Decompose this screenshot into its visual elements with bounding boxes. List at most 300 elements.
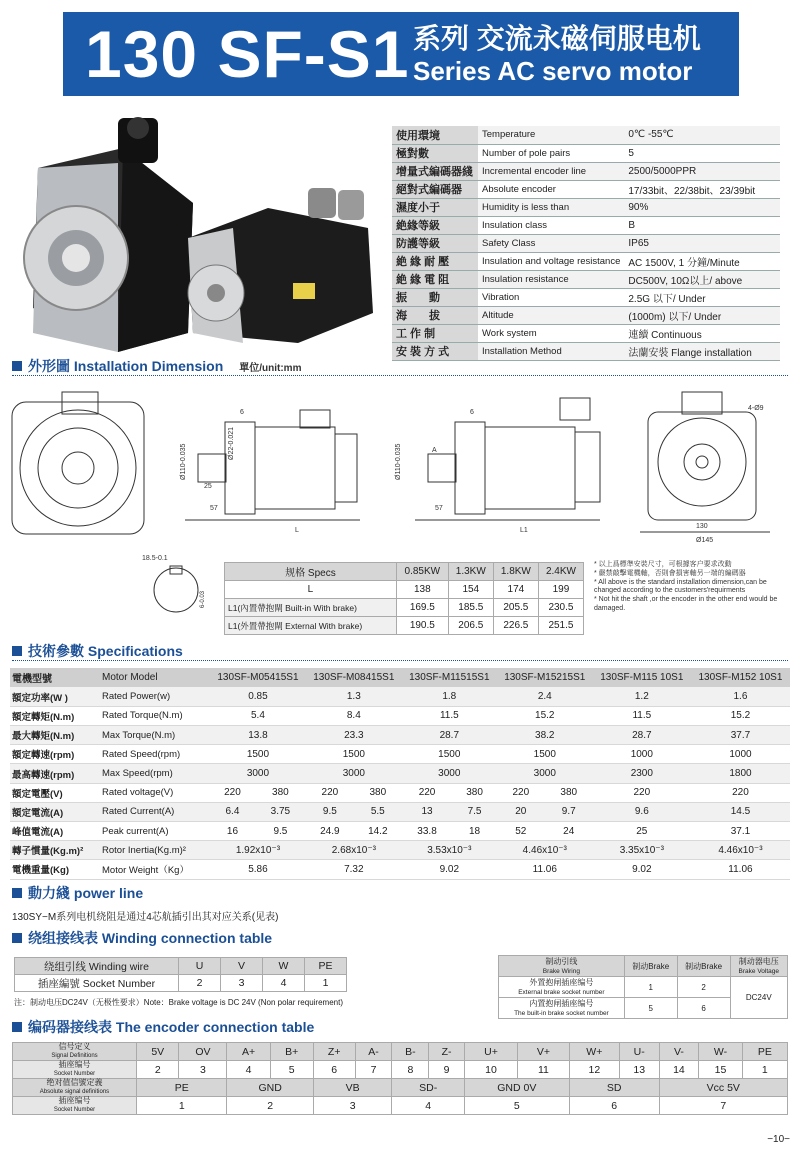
spec-header-cell: 130SF-M152 10S1 — [691, 668, 790, 687]
section-specifications — [12, 641, 183, 661]
dimension-drawings — [0, 382, 800, 552]
note-line: * 嚴禁敲擊電機軸，否則會損害軸另一端的編碼器 — [594, 569, 746, 577]
section-marker — [12, 933, 22, 943]
dim-spec-value: 169.5 — [396, 599, 448, 617]
dim-spec-header-cell: 规格 Specs — [225, 563, 397, 581]
spec-header-cell: 130SF-M11515S1 — [402, 668, 497, 687]
encoder-socket-cell: 14 — [659, 1061, 699, 1079]
characteristic-row — [392, 198, 780, 216]
encoder-abs-signal-cell: GND — [227, 1079, 313, 1097]
characteristic-name-cn: 極對數 — [392, 144, 478, 162]
spec-value: 2300 — [593, 764, 691, 783]
dim-spec-value: 174 — [493, 581, 538, 599]
spec-value: 9.02 — [593, 860, 691, 879]
spec-name-cn: 最高轉速(rpm) — [10, 764, 100, 783]
spec-value: 3000 — [306, 764, 402, 783]
spec-value: 23.3 — [306, 726, 402, 745]
characteristic-value: 2.5G 以下/ Under — [624, 288, 780, 306]
encoder-socket-cell: 8 — [392, 1061, 429, 1079]
winding-socket-cell: 4 — [263, 975, 305, 992]
winding-header-row — [15, 958, 347, 975]
encoder-signal-cell: A- — [355, 1043, 392, 1061]
dim-label-d22: Ø22-0.021 — [228, 426, 235, 460]
section-power-title: 動力綫 power line — [28, 885, 144, 901]
encoder-abs-signal-cell: Vcc 5V — [659, 1079, 787, 1097]
spec-value: 4.46x10⁻³ — [691, 841, 790, 860]
section-encoder-title: 编码器接线表 The encoder connection table — [28, 1019, 315, 1035]
brake-header-2: 制动Brake — [677, 956, 730, 977]
characteristic-name-cn: 絕對式編碼器 — [392, 180, 478, 198]
section-encoder — [12, 1017, 314, 1037]
spec-header-cell: 電機型號 — [10, 668, 100, 687]
encoder-signal-cell: V+ — [518, 1043, 570, 1061]
encoder-socket-row — [13, 1061, 788, 1079]
spec-value: 1000 — [691, 745, 790, 764]
spec-value: 8.4 — [306, 706, 402, 725]
characteristic-row — [392, 234, 780, 252]
characteristic-name-en: Insulation and voltage resistance — [478, 252, 624, 270]
spec-value: 15.2 — [497, 706, 593, 725]
spec-value: 380 — [545, 783, 593, 802]
dim-spec-value: 154 — [448, 581, 493, 599]
dim-spec-row — [225, 599, 584, 617]
characteristic-value: B — [624, 216, 780, 234]
brake-external-b: 2 — [677, 977, 730, 998]
spec-value: 2.68x10⁻³ — [306, 841, 402, 860]
characteristic-name-en: Absolute encoder — [478, 180, 624, 198]
spec-value: 380 — [354, 783, 402, 802]
dim-label-6-brake: 6 — [470, 409, 474, 416]
series-title-en: Series AC servo motor — [413, 56, 693, 86]
dim-label-L: L — [295, 527, 299, 534]
winding-socket-cell: 插座編號 Socket Number — [15, 975, 179, 992]
spec-value: 15.2 — [691, 706, 790, 725]
characteristic-row — [392, 126, 780, 144]
spec-value: 5.86 — [210, 860, 306, 879]
spec-value: 1500 — [402, 745, 497, 764]
encoder-signal-label: 信号定义 Signal Definitions — [13, 1043, 137, 1061]
encoder-socket-label: 插座编号 Socket Number — [13, 1061, 137, 1079]
note-line: * 以上爲標準安裝尺寸，可根據客户要求改動 — [594, 561, 732, 568]
dim-spec-value: 251.5 — [538, 617, 583, 635]
spec-value: 1.6 — [691, 687, 790, 706]
characteristic-value: 連續 Continuous — [624, 324, 780, 342]
spec-value: 1.2 — [593, 687, 691, 706]
motor-photo-side — [188, 188, 373, 343]
encoder-abs-signal-cell: PE — [137, 1079, 227, 1097]
encoder-socket-cell: 12 — [569, 1061, 619, 1079]
encoder-abs-socket-cell: 1 — [137, 1097, 227, 1115]
characteristic-row — [392, 162, 780, 180]
brake-external-label: 外置抱闸插座编号 External brake socket number — [499, 977, 625, 998]
encoder-abs-signal-label: 绝对值信號定義 Absolute signal definitions — [13, 1079, 137, 1097]
characteristic-value: 17/33bit、22/38bit、23/39bit — [624, 180, 780, 198]
brake-internal-a: 5 — [624, 998, 677, 1019]
spec-name-en: Rated voltage(V) — [100, 783, 210, 802]
spec-value: 20 — [497, 802, 545, 821]
spec-value: 220 — [497, 783, 545, 802]
power-line-description: 130SY−M系列电机绕阻是通过4芯航插引出其对应关系(见表) — [12, 912, 279, 923]
encoder-socket-cell: 5 — [270, 1061, 313, 1079]
front-view-drawing — [12, 392, 144, 534]
spec-name-en: Rated Power(w) — [100, 687, 210, 706]
characteristic-name-cn: 增量式編碼器綫 — [392, 162, 478, 180]
encoder-socket-cell: 2 — [137, 1061, 179, 1079]
dim-label-6: 6 — [240, 409, 244, 416]
spec-value: 380 — [452, 783, 497, 802]
spec-value: 3.53x10⁻³ — [402, 841, 497, 860]
spec-value: 9.5 — [255, 822, 306, 841]
spec-name-en: Peak current(A) — [100, 822, 210, 841]
characteristic-value: 5 — [624, 144, 780, 162]
spec-value: 3.35x10⁻³ — [593, 841, 691, 860]
characteristic-value: 2500/5000PPR — [624, 162, 780, 180]
spec-value: 52 — [497, 822, 545, 841]
encoder-abs-socket-cell: 6 — [569, 1097, 659, 1115]
key-dim-label: 18.5-0.1 — [142, 555, 168, 562]
encoder-abs-socket-row — [13, 1097, 788, 1115]
spec-name-cn: 額定功率(W ) — [10, 687, 100, 706]
brake-voltage-value: DC24V — [730, 977, 787, 1019]
brake-external-a: 1 — [624, 977, 677, 998]
encoder-signal-row — [13, 1043, 788, 1061]
brake-header-1: 制动Brake — [624, 956, 677, 977]
characteristic-name-en: Humidity is less than — [478, 198, 624, 216]
brake-internal-b: 6 — [677, 998, 730, 1019]
spec-value: 7.5 — [452, 802, 497, 821]
shaft-key-drawing — [142, 548, 218, 620]
section-winding-title: 绕组接线表 Winding connection table — [28, 930, 273, 946]
spec-value: 28.7 — [593, 726, 691, 745]
section-divider — [12, 660, 788, 661]
spec-name-cn: 額定轉速(rpm) — [10, 745, 100, 764]
section-marker — [12, 1022, 22, 1032]
characteristic-value: 法蘭安裝 Flange installation — [624, 342, 780, 360]
spec-row — [10, 764, 790, 783]
encoder-socket-cell: 9 — [429, 1061, 465, 1079]
characteristic-value: IP65 — [624, 234, 780, 252]
spec-value: 220 — [402, 783, 453, 802]
encoder-abs-signal-row — [13, 1079, 788, 1097]
encoder-signal-cell: B- — [392, 1043, 429, 1061]
spec-value: 16 — [210, 822, 255, 841]
encoder-signal-cell: Z+ — [313, 1043, 355, 1061]
encoder-signal-cell: 5V — [137, 1043, 179, 1061]
spec-value: 9.02 — [402, 860, 497, 879]
spec-value: 11.5 — [402, 706, 497, 725]
rear-view-drawing — [640, 392, 770, 532]
spec-row — [10, 726, 790, 745]
dim-spec-header-cell: 1.3KW — [448, 563, 493, 581]
spec-value: 380 — [255, 783, 306, 802]
characteristic-name-cn: 振 動 — [392, 288, 478, 306]
characteristic-name-cn: 濕度小于 — [392, 198, 478, 216]
dimension-specs-table — [224, 562, 584, 635]
dim-spec-label: L1(內置帶抱閘 Built-in With brake) — [225, 599, 397, 617]
dim-label-A: A — [432, 447, 437, 454]
key-width-label: 6-0.03 — [200, 590, 206, 608]
dim-label-130: 130 — [696, 523, 708, 530]
encoder-signal-cell: OV — [179, 1043, 227, 1061]
spec-row — [10, 687, 790, 706]
spec-header-cell: 130SF-M115 10S1 — [593, 668, 691, 687]
spec-value: 7.32 — [306, 860, 402, 879]
encoder-socket-cell: 10 — [464, 1061, 517, 1079]
spec-value: 220 — [210, 783, 255, 802]
section-marker — [12, 361, 22, 371]
section-divider — [12, 375, 788, 376]
spec-name-en: Motor Weight（Kg） — [100, 860, 210, 879]
dim-label-25: 25 — [204, 483, 212, 490]
section-specifications-title: 技術參數 Specifications — [28, 643, 183, 659]
specifications-table — [10, 668, 790, 880]
winding-header-cell: PE — [305, 958, 347, 975]
spec-row — [10, 860, 790, 879]
encoder-socket-cell: 6 — [313, 1061, 355, 1079]
characteristic-name-cn: 防護等級 — [392, 234, 478, 252]
spec-value: 5.4 — [210, 706, 306, 725]
spec-value: 18 — [452, 822, 497, 841]
dim-spec-value: 205.5 — [493, 599, 538, 617]
dim-spec-row — [225, 617, 584, 635]
motor-photo-front — [24, 117, 193, 352]
dim-label-57-brake: 57 — [435, 505, 443, 512]
section-installation — [12, 356, 301, 376]
spec-value: 220 — [593, 783, 691, 802]
dim-spec-header-cell: 2.4KW — [538, 563, 583, 581]
spec-name-cn: 額定轉矩(N.m) — [10, 706, 100, 725]
encoder-signal-cell: W+ — [569, 1043, 619, 1061]
dim-label-145: Ø145 — [696, 537, 714, 544]
characteristic-name-en: Insulation resistance — [478, 270, 624, 288]
characteristic-value: AC 1500V, 1 分鐘/Minute — [624, 252, 780, 270]
characteristic-value: 90% — [624, 198, 780, 216]
spec-value: 2.4 — [497, 687, 593, 706]
dim-spec-value: 206.5 — [448, 617, 493, 635]
characteristic-row — [392, 288, 780, 306]
series-title-cn: 系列 交流永磁伺服电机 — [413, 23, 701, 54]
characteristic-name-cn: 使用環境 — [392, 126, 478, 144]
motor-photos — [8, 108, 378, 354]
encoder-socket-cell: 13 — [619, 1061, 659, 1079]
spec-value: 14.5 — [691, 802, 790, 821]
winding-header-cell: 绕组引线 Winding wire — [15, 958, 179, 975]
spec-row — [10, 802, 790, 821]
encoder-abs-socket-cell: 4 — [392, 1097, 464, 1115]
spec-value: 0.85 — [210, 687, 306, 706]
spec-row — [10, 745, 790, 764]
winding-socket-cell: 1 — [305, 975, 347, 992]
encoder-signal-cell: A+ — [227, 1043, 270, 1061]
spec-value: 11.5 — [593, 706, 691, 725]
spec-value: 3000 — [497, 764, 593, 783]
brake-header-voltage: 制动器电压 Brake Voltage — [730, 956, 787, 977]
encoder-signal-cell: W- — [699, 1043, 742, 1061]
unit-label: 單位/unit:mm — [239, 362, 302, 374]
characteristic-value: (1000m) 以下/ Under — [624, 306, 780, 324]
spec-header-row — [10, 668, 790, 687]
characteristic-name-en: Safety Class — [478, 234, 624, 252]
dim-spec-value: 226.5 — [493, 617, 538, 635]
dim-label-57: 57 — [210, 505, 218, 512]
encoder-signal-cell: V- — [659, 1043, 699, 1061]
encoder-signal-cell: PE — [742, 1043, 787, 1061]
spec-value: 37.1 — [691, 822, 790, 841]
encoder-abs-signal-cell: GND 0V — [464, 1079, 569, 1097]
encoder-abs-socket-cell: 3 — [313, 1097, 392, 1115]
note-line: * All above is the standard installation dimension,can be changed according to the customers'requirments — [594, 578, 767, 595]
note-line: * Not hit the shaft ,or the encoder in the other end would be damaged. — [594, 596, 778, 612]
characteristic-row — [392, 144, 780, 162]
spec-header-cell: 130SF-M05415S1 — [210, 668, 306, 687]
spec-value: 24.9 — [306, 822, 354, 841]
spec-value: 1500 — [497, 745, 593, 764]
characteristic-name-en: Insulation class — [478, 216, 624, 234]
spec-value: 9.5 — [306, 802, 354, 821]
encoder-signal-cell: Z- — [429, 1043, 465, 1061]
dim-spec-value: 230.5 — [538, 599, 583, 617]
characteristic-name-en: Altitude — [478, 306, 624, 324]
spec-header-cell: 130SF-M15215S1 — [497, 668, 593, 687]
characteristic-row — [392, 180, 780, 198]
characteristic-row — [392, 252, 780, 270]
winding-header-cell: U — [179, 958, 221, 975]
dim-spec-header-cell: 0.85KW — [396, 563, 448, 581]
spec-value: 13 — [402, 802, 453, 821]
spec-value: 9.7 — [545, 802, 593, 821]
characteristic-row — [392, 342, 780, 360]
characteristic-name-cn: 安 裝 方 式 — [392, 342, 478, 360]
spec-name-cn: 額定電壓(V) — [10, 783, 100, 802]
characteristic-name-en: Vibration — [478, 288, 624, 306]
spec-value: 11.06 — [691, 860, 790, 879]
dim-spec-label: L1(外置帶抱閘 External With brake) — [225, 617, 397, 635]
characteristic-name-en: Temperature — [478, 126, 624, 144]
spec-name-cn: 電機重量(Kg) — [10, 860, 100, 879]
spec-value: 37.7 — [691, 726, 790, 745]
encoder-table — [12, 1042, 788, 1115]
brake-internal-label: 内置抱闸插座编号 The built-in brake socket number — [499, 998, 625, 1019]
spec-value: 3.75 — [255, 802, 306, 821]
characteristic-row — [392, 216, 780, 234]
encoder-socket-cell: 7 — [355, 1061, 392, 1079]
dim-spec-value: 185.5 — [448, 599, 493, 617]
winding-header-cell: W — [263, 958, 305, 975]
spec-name-cn: 轉子慣量(Kg.m)² — [10, 841, 100, 860]
characteristic-value: 0℃ -55℃ — [624, 126, 780, 144]
characteristic-row — [392, 270, 780, 288]
encoder-socket-cell: 3 — [179, 1061, 227, 1079]
encoder-signal-cell: U+ — [464, 1043, 517, 1061]
spec-value: 14.2 — [354, 822, 402, 841]
spec-row — [10, 706, 790, 725]
spec-value: 4.46x10⁻³ — [497, 841, 593, 860]
spec-value: 38.2 — [497, 726, 593, 745]
characteristic-value: DC500V, 10Ω以上/ above — [624, 270, 780, 288]
dim-label-d110-brake: Ø110-0.035 — [395, 443, 402, 480]
encoder-socket-cell: 15 — [699, 1061, 742, 1079]
spec-value: 220 — [306, 783, 354, 802]
encoder-socket-cell: 4 — [227, 1061, 270, 1079]
brake-voltage-note: 注：制动电压DC24V（无极性要求）Note：Brake voltage is DC 24V (Non polar requirement) — [14, 998, 343, 1007]
spec-value: 6.4 — [210, 802, 255, 821]
title-banner — [63, 12, 739, 96]
spec-value: 11.06 — [497, 860, 593, 879]
spec-value: 3000 — [402, 764, 497, 783]
side-view-drawing — [185, 410, 360, 520]
spec-value: 33.8 — [402, 822, 453, 841]
encoder-abs-signal-cell: SD- — [392, 1079, 464, 1097]
spec-value: 13.8 — [210, 726, 306, 745]
dim-label-d110: Ø110-0.035 — [180, 443, 187, 480]
spec-value: 28.7 — [402, 726, 497, 745]
encoder-signal-cell: U- — [619, 1043, 659, 1061]
dim-spec-row — [225, 581, 584, 599]
section-marker — [12, 888, 22, 898]
spec-value: 5.5 — [354, 802, 402, 821]
spec-name-en: Rated Current(A) — [100, 802, 210, 821]
spec-value: 3000 — [210, 764, 306, 783]
spec-value: 1000 — [593, 745, 691, 764]
dim-spec-value: 138 — [396, 581, 448, 599]
characteristic-row — [392, 306, 780, 324]
brake-wiring-table — [498, 955, 788, 1019]
dim-label-L1: L1 — [520, 527, 528, 534]
characteristic-name-cn: 海 拔 — [392, 306, 478, 324]
spec-name-en: Rated Torque(N.m) — [100, 706, 210, 725]
dim-spec-value: 199 — [538, 581, 583, 599]
spec-value: 1.3 — [306, 687, 402, 706]
spec-header-cell: 130SF-M08415S1 — [306, 668, 402, 687]
side-view-brake-drawing — [415, 398, 600, 520]
winding-table — [14, 957, 347, 992]
spec-value: 1.92x10⁻³ — [210, 841, 306, 860]
spec-name-cn: 最大轉矩(N.m) — [10, 726, 100, 745]
winding-socket-row — [15, 975, 347, 992]
spec-name-en: Rated Speed(rpm) — [100, 745, 210, 764]
characteristic-name-cn: 工 作 制 — [392, 324, 478, 342]
spec-name-en: Rotor Inertia(Kg.m)² — [100, 841, 210, 860]
spec-value: 1500 — [210, 745, 306, 764]
spec-name-en: Max Torque(N.m) — [100, 726, 210, 745]
encoder-abs-signal-cell: SD — [569, 1079, 659, 1097]
brake-header-wiring: 制动引线 Brake Wiring — [499, 956, 625, 977]
winding-socket-cell: 3 — [221, 975, 263, 992]
spec-row — [10, 783, 790, 802]
dim-spec-value: 190.5 — [396, 617, 448, 635]
encoder-socket-cell: 1 — [742, 1061, 787, 1079]
spec-value: 25 — [593, 822, 691, 841]
characteristic-name-en: Work system — [478, 324, 624, 342]
spec-value: 1800 — [691, 764, 790, 783]
characteristic-name-en: Installation Method — [478, 342, 624, 360]
section-marker — [12, 646, 22, 656]
section-winding — [12, 928, 272, 948]
encoder-abs-socket-cell: 2 — [227, 1097, 313, 1115]
dim-spec-label: L — [225, 581, 397, 599]
characteristic-name-en: Incremental encoder line — [478, 162, 624, 180]
characteristics-table — [392, 126, 780, 361]
encoder-abs-signal-cell: VB — [313, 1079, 392, 1097]
spec-row — [10, 822, 790, 841]
spec-name-cn: 峰值電流(A) — [10, 822, 100, 841]
spec-value: 1500 — [306, 745, 402, 764]
characteristic-row — [392, 324, 780, 342]
characteristic-name-cn: 絶緣等級 — [392, 216, 478, 234]
spec-value: 24 — [545, 822, 593, 841]
encoder-signal-cell: B+ — [270, 1043, 313, 1061]
spec-value: 1.8 — [402, 687, 497, 706]
